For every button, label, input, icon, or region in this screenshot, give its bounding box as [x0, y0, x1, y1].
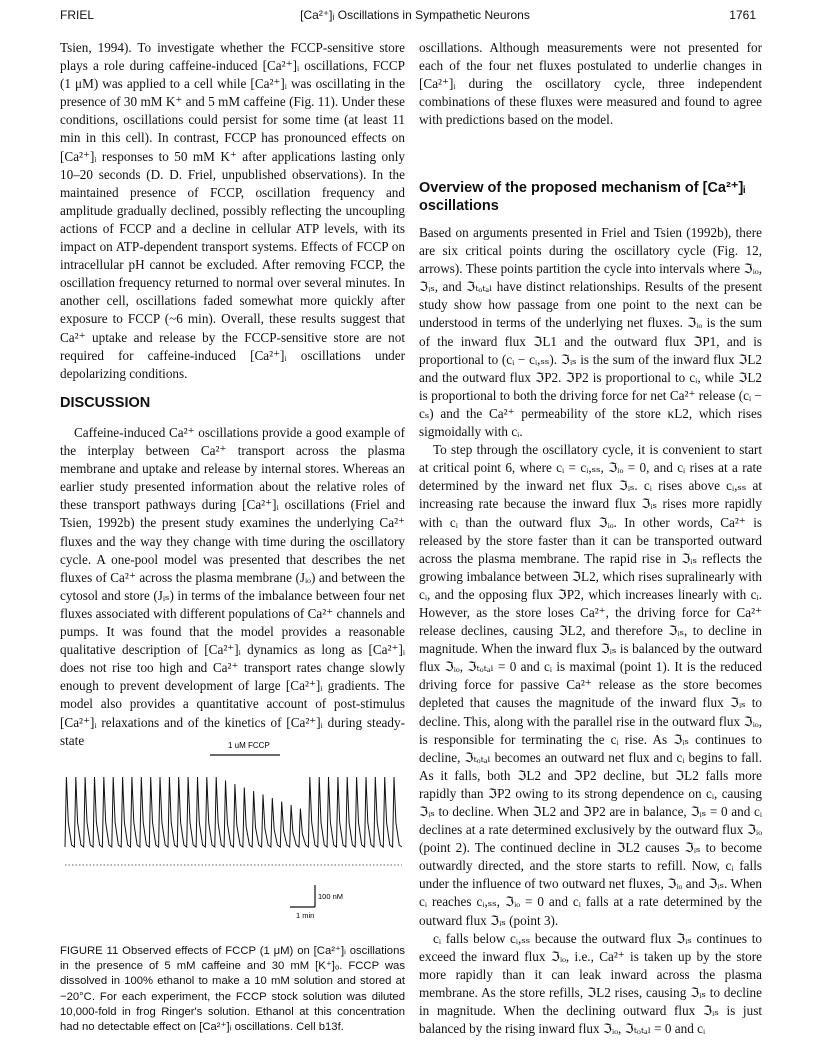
- left-intro-paragraph: [60, 39, 405, 383]
- continuation-text: oscillations. Although measurements were not presented for each of the four net fluxes postulated to underlie changes in [Ca²⁺]ᵢ during the oscillatory cycle, three independent combinations of these fluxes were measured and found to agree with predictions based on the model.: [419, 40, 762, 128]
- fccp-bar-label: 1 uM FCCP: [228, 741, 270, 750]
- oscillation-trace: [65, 777, 402, 847]
- scale-x-label: 1 min: [296, 911, 315, 920]
- figure-11: [60, 735, 405, 935]
- intro-paragraph-text: Tsien, 1994). To investigate whether the FCCP-sensitive store plays a role during caffeine-induced [Ca²⁺]ᵢ oscillations, FCCP (1 μM) was applied to a cell while [Ca²⁺]ᵢ was oscillating in the presence of 30 mM K⁺ and 5 mM caffeine (Fig. 11). Under these conditions, oscillations could persist for some time (at least 11 min in this cell). In contrast, FCCP has pronounced effects on [Ca²⁺]ᵢ responses to 50 mM K⁺ after applications lasting only 10–20 seconds (D. D. Friel, unpublished observations). In the maintained presence of FCCP, oscillation frequency and amplitude gradually declined, possibly reflecting the uncoupling actions of FCCP and a decline in cellular ATP levels, with its impact on ATP-dependent transport systems. Effects of FCCP on intracellular pH cannot be excluded. After removing FCCP, the oscillation frequency returned to normal over several minutes. In another cell, oscillations faded somewhat more quickly after exposure to FCCP (~6 min). Overall, these results suggest that Ca²⁺ uptake and release by the FCCP-sensitive store are not required for caffeine-induced [Ca²⁺]ᵢ oscillations under depolarizing conditions.: [60, 40, 405, 381]
- overview-paragraph-3: cᵢ falls below cᵢ,ₛₛ because the outward flux ℑᵢₛ continues to exceed the inward flux ℑᵢₒ, i.e., Ca²⁺ is taken up by the store more rapidly than it can leak inward across the plasma membrane. As the store refills, ℑL2 rises, causing ℑᵢₛ to decline in magnitude. When the declining outward flux ℑᵢₛ is just balanced by the rising inward flux ℑᵢₒ, ℑₜₒₜₐₗ = 0 and cᵢ: [419, 930, 762, 1037]
- overview-section: [419, 224, 762, 1038]
- discussion-paragraph: Caffeine-induced Ca²⁺ oscillations provide a good example of the interplay between Ca²⁺ transport across the plasma membrane and uptake and release by internal stores. Whereas an earlier study presented information about the relative roles of these transport pathways during [Ca²⁺]ᵢ oscillations (Friel and Tsien, 1992b) the present study examines the underlying Ca²⁺ fluxes and the way they change with time during the oscillatory cycle. A one-pool model was presented that describes the net fluxes of Ca²⁺ across the plasma membrane (Jᵢₒ) and between the cytosol and store (Jᵢₛ) in terms of the imbalance between four net fluxes associated with different populations of Ca²⁺ channels and pumps. It was found that the model provides a reasonable qualitative description of [Ca²⁺]ᵢ dynamics as long as [Ca²⁺]ᵢ does not rise too high and Ca²⁺ transport rates change slowly enough to prevent development of large [Ca²⁺]ᵢ gradients. The model also provides a quantitative account of post-stimulus [Ca²⁺]ᵢ relaxations and of the kinetics of [Ca²⁺]ᵢ during steady-state: [60, 425, 405, 748]
- scale-y-label: 100 nM: [318, 892, 344, 901]
- overview-heading: Overview of the proposed mechanism of [Ca²⁺]ᵢ oscillations: [419, 180, 746, 214]
- figure-11-caption: FIGURE 11 Observed effects of FCCP (1 μM) on [Ca²⁺]ᵢ oscillations in the presence of 5 mM caffeine and 30 mM [K⁺]ₒ. FCCP was dissolved in 100% ethanol to make a 10 mM solution and stored at −20°C. For each experiment, the FCCP stock solution was diluted 10,000-fold in frog Ringer's solution. Ethanol at this concentration had no detectable effect on [Ca²⁺]ᵢ oscillations. Cell b13f.: [60, 945, 405, 1034]
- calcium-trace-figure: [60, 735, 405, 935]
- page-number: 1761: [729, 8, 756, 22]
- discussion-heading: DISCUSSION: [60, 395, 151, 411]
- right-continuation-paragraph: [419, 39, 762, 129]
- running-head-title: [Ca²⁺]ᵢ Oscillations in Sympathetic Neurons: [300, 8, 530, 22]
- overview-paragraph-1: Based on arguments presented in Friel and Tsien (1992b), there are six critical points during the oscillatory cycle (Fig. 12, arrows). These points partition the cycle into intervals where ℑᵢₒ, ℑᵢₛ, and ℑₜₒₜₐₗ have distinct relationships. Results of the present study show how passage from one point to the next can be understood in terms of the underlying net fluxes. ℑᵢₒ is the sum of the inward flux ℑL1 and the outward flux ℑP1, and is proportional to (cᵢ − cᵢ,ₛₛ). ℑᵢₛ is the sum of the inward flux ℑL2 and the outward flux ℑP2. ℑP2 is proportional to cᵢ, while ℑL2 is proportional to both the driving force for net Ca²⁺ release (cᵢ − cₛ) and the Ca²⁺ permeability of the store κL2, which rises sigmoidally with cᵢ.: [419, 225, 762, 440]
- running-head-author: FRIEL: [60, 8, 95, 22]
- overview-paragraph-2: To step through the oscillatory cycle, it is convenient to start at critical point 6, where cᵢ = cᵢ,ₛₛ, ℑᵢₒ = 0, and cᵢ rises at a rate determined by the inward net flux ℑᵢₛ. cᵢ rises above cᵢ,ₛₛ at increasing rate because the inward flux ℑᵢₛ rises more rapidly with cᵢ than the outward flux ℑᵢₒ. In other words, Ca²⁺ is released by the store faster than it can be transported outward across the plasma membrane. The rapid rise in ℑᵢₛ reflects the growing imbalance between ℑL2, which rises supralinearly with cᵢ, and the opposing flux ℑP2, which increases linearly with cᵢ. However, as the store loses Ca²⁺, the driving force for Ca²⁺ release declines, causing ℑL2, and therefore ℑᵢₛ, to decline in magnitude. When the inward flux ℑᵢₛ is balanced by the outward flux ℑᵢₒ, ℑₜₒₜₐₗ = 0 and cᵢ is maximal (point 1). It is the reduced driving force for passive Ca²⁺ release as the store becomes depleted that causes the magnitude of the inward flux ℑᵢₛ to decline. This, along with the parallel rise in the outward flux ℑᵢₒ, is responsible for terminating the cᵢ rise. As ℑᵢₛ continues to decline, ℑₜₒₜₐₗ becomes an outward net flux and cᵢ begins to fall. As it falls, both ℑL2 and ℑP2 decline, but ℑL2 falls more rapidly than ℑP2 owing to its strong dependence on cᵢ, causing ℑᵢₛ to decline. When ℑL2 and ℑP2 are in balance, ℑᵢₛ = 0 and cᵢ declines at a rate determined exclusively by the outward flux ℑᵢₒ (point 2). The continued decline in ℑL2 causes ℑᵢₛ to become outwardly directed, and the store starts to refill. Now, cᵢ falls under the influence of two outward net fluxes, ℑᵢₒ and ℑᵢₛ. When cᵢ reaches cᵢ,ₛₛ, ℑᵢₒ = 0 and cᵢ falls at a rate determined by the outward flux ℑᵢₛ (point 3).: [419, 442, 762, 928]
